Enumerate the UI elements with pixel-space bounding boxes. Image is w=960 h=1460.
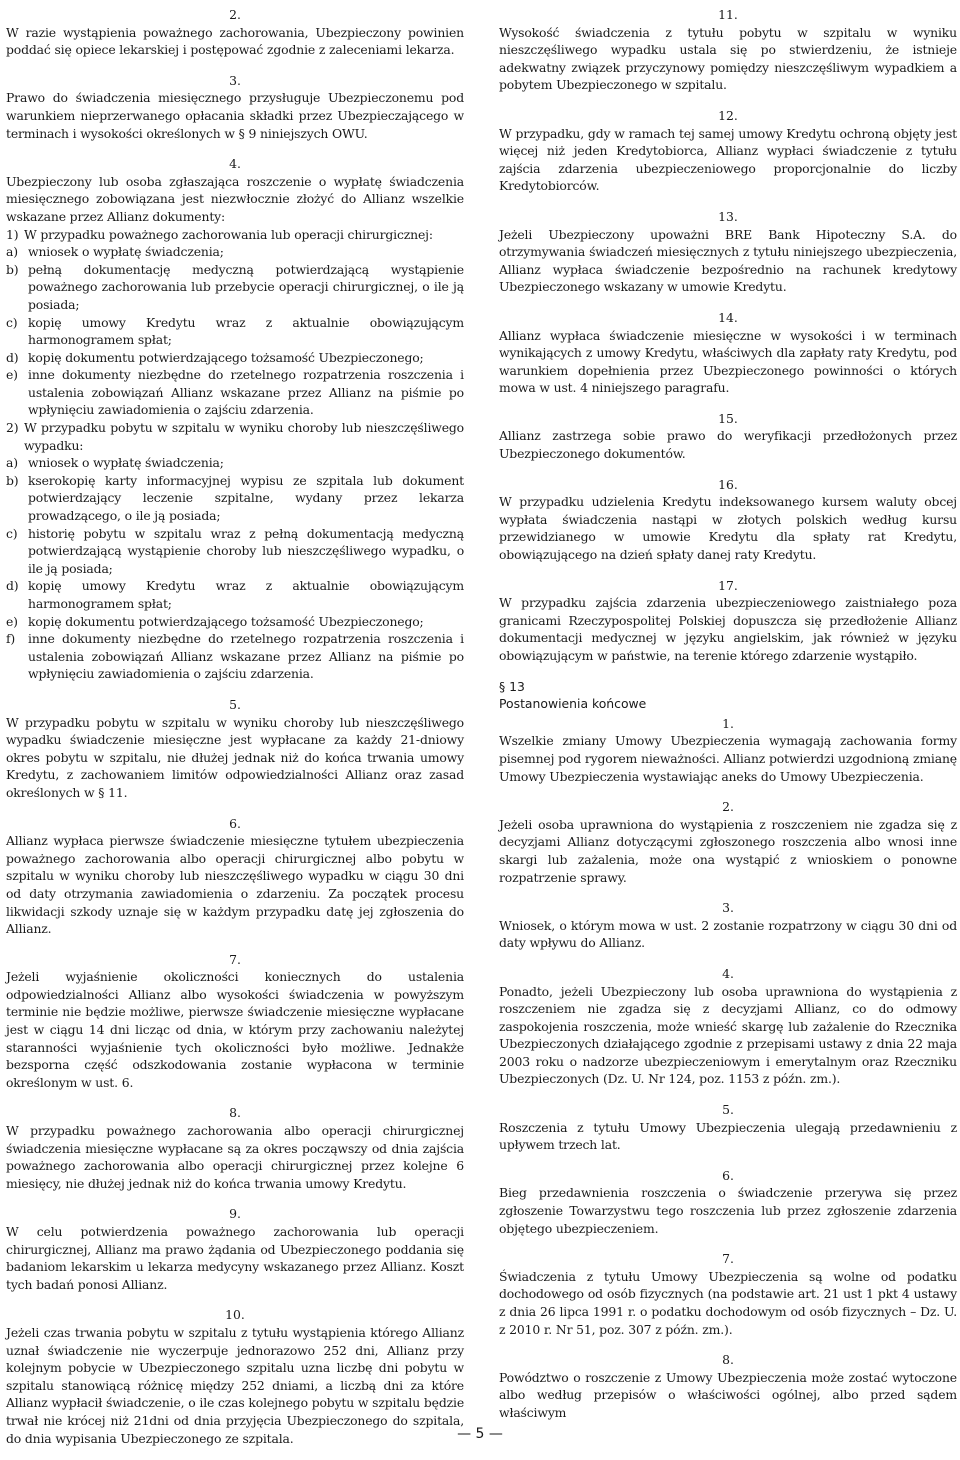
page-number: — 5 — bbox=[457, 1426, 503, 1442]
section-text: W razie wystąpienia poważnego zachorowania, Ubezpieczony powinien poddać się opiece lekarskiej i postępować zgodnie z zaleceniami lekarza. bbox=[6, 24, 464, 58]
section-number: 5. bbox=[722, 1102, 734, 1118]
section-text: Jeżeli czas trwania pobytu w szpitalu z tytułu wystąpienia którego Allianz uznał świadczenie nie wyczerpuje jednorazowo 252 dni, Allianz przy kolejnym pobycie w Ubezpieczonego szpitalu uzna liczbę dni pobytu w szpitalu stanowiącą różnicę między 252 dniami, a liczbą dni za które Allianz wypłacił świadczenie, o ile czas kolejnego pobytu w szpitalu będzie trwał nie krócej niż 21dni od dnia przyjęcia Ubezpieczonego do szpitala, do dnia wypisania Ubezpieczonego ze szpitala. bbox=[6, 1324, 464, 1446]
section-number: 7. bbox=[229, 951, 241, 967]
section-15 bbox=[499, 410, 957, 463]
final-provision-4 bbox=[499, 965, 957, 1088]
sub-list-item bbox=[6, 577, 464, 612]
list-marker: a) bbox=[6, 455, 18, 471]
section-number: 17. bbox=[718, 577, 738, 593]
section-12 bbox=[499, 107, 957, 195]
section-text: Ponadto, jeżeli Ubezpieczony lub osoba uprawniona do wystąpienia z roszczeniem nie zgadza się z decyzjami Allianz, co do odmowy zaspokojenia roszczenia, może wnieść skargę lub zażalenie do Rzecznika Ubezpieczonych działającego zgodnie z przepisami ustawy z dnia 22 maja 2003 roku o nadzorze ubezpieczeniowym i emerytalnym oraz Rzeczniku Ubezpieczonych (Dz. U. Nr 124, poz. 1153 z późn. zm.). bbox=[499, 983, 957, 1087]
paragraph-title: § 13 bbox=[499, 678, 525, 694]
list-item bbox=[6, 226, 464, 244]
section-number: 4. bbox=[229, 156, 241, 172]
section-9 bbox=[6, 1205, 464, 1293]
section-text: Allianz wypłaca świadczenie miesięczne w wysokości i w terminach wynikających z umowy Kredytu, właściwych dla zapłaty raty Kredytu, pod warunkiem dopełnienia przez Ubezpieczonego powinności o których mowa w ust. 4 niniejszego paragrafu. bbox=[499, 327, 957, 396]
sub-list-item bbox=[6, 613, 464, 631]
list-text: kopię umowy Kredytu wraz z aktualnie obowiązującym harmonogramem spłat; bbox=[28, 578, 464, 611]
section-number: 5. bbox=[229, 696, 241, 712]
section-number: 13. bbox=[718, 208, 738, 224]
section-number: 14. bbox=[718, 309, 738, 325]
sub-list-item bbox=[6, 261, 464, 314]
paragraph-subtitle: Postanowienia końcowe bbox=[499, 696, 647, 712]
section-text: Roszczenia z tytułu Umowy Ubezpieczenia ulegają przedawnieniu z upływem trzech lat. bbox=[499, 1119, 957, 1153]
section-7 bbox=[6, 951, 464, 1092]
section-text: W przypadku udzielenia Kredytu indeksowanego kursem waluty obcej wypłata świadczenia nastąpi w złotych polskich według kursu przewidzianego w umowie Kredytu dla spłaty rat Kredytu, obowiązującego na dzień spłaty danej raty Kredytu. bbox=[499, 494, 957, 563]
section-4 bbox=[6, 155, 464, 683]
section-number: 12. bbox=[718, 107, 738, 123]
list-marker: b) bbox=[6, 261, 19, 277]
list-marker: f) bbox=[6, 631, 16, 647]
list-text: kopię dokumentu potwierdzającego tożsamość Ubezpieczonego; bbox=[28, 613, 424, 629]
paragraph-heading bbox=[499, 678, 957, 713]
section-text: Bieg przedawnienia roszczenia o świadczenie przerywa się przez zgłoszenie Towarzystwu tego roszczenia lub przez zgłoszenie zdarzenia objętego ubezpieczeniem. bbox=[499, 1185, 957, 1236]
section-number: 2. bbox=[722, 799, 734, 815]
list-text: kopię dokumentu potwierdzającego tożsamość Ubezpieczonego; bbox=[28, 349, 424, 365]
section-text: Wniosek, o którym mowa w ust. 2 zostanie rozpatrzony w ciągu 30 dni od daty wpływu do Allianz. bbox=[499, 917, 957, 951]
final-provision-5 bbox=[499, 1101, 957, 1154]
list-marker: 2) bbox=[6, 420, 19, 436]
section-14 bbox=[499, 309, 957, 397]
section-text: Jeżeli Ubezpieczony upoważni BRE Bank Hipoteczny S.A. do otrzymywania świadczeń miesięcznych z tytułu niniejszego ubezpieczenia, Allianz wypłaca świadczenie bezpośrednio na rachunek kredytowy Ubezpieczonego wskazany w umowie Kredytu. bbox=[499, 226, 957, 295]
sub-list-item bbox=[6, 630, 464, 683]
section-text: W przypadku poważnego zachorowania albo operacji chirurgicznej świadczenia miesięczne wypłacane są za okres począwszy od dnia zajścia poważnego zachorowania albo operacji chirurgicznej przez kolejne 6 miesięcy, nie dłużej jednak niż do końca trwania umowy Kredytu. bbox=[6, 1123, 464, 1191]
sub-list-item bbox=[6, 472, 464, 525]
list-marker: b) bbox=[6, 472, 19, 488]
list-text: W przypadku poważnego zachorowania lub operacji chirurgicznej: bbox=[24, 226, 433, 242]
sub-list-item bbox=[6, 349, 464, 367]
list-marker: c) bbox=[6, 314, 18, 330]
section-13 bbox=[499, 208, 957, 296]
section-text: Allianz zastrzega sobie prawo do weryfikacji przedłożonych przez Ubezpieczonego dokumentów. bbox=[499, 428, 957, 462]
section-number: 16. bbox=[718, 476, 738, 492]
list-text: pełną dokumentację medyczną potwierdzającą wystąpienie poważnego zachorowania lub przebycie operacji chirurgicznej, o ile ją posiada; bbox=[28, 261, 464, 312]
sub-list-item bbox=[6, 454, 464, 472]
list-text: wniosek o wypłatę świadczenia; bbox=[28, 455, 224, 471]
section-text: Wysokość świadczenia z tytułu pobytu w szpitalu w wyniku nieszczęśliwego wypadku ustala się po stwierdzeniu, że istnieje adekwatny związek przyczynowy pomiędzy nieszczęśliwym wypadkiem a pobytem Ubezpieczonego w szpitalu. bbox=[499, 24, 957, 93]
section-number: 4. bbox=[722, 965, 734, 981]
section-number: 6. bbox=[229, 815, 241, 831]
final-provision-8 bbox=[499, 1351, 957, 1421]
section-number: 6. bbox=[722, 1167, 734, 1183]
section-text: Wszelkie zmiany Umowy Ubezpieczenia wymagają zachowania formy pisemnej pod rygorem nieważności. Allianz potwierdzi uzgodnioną zmianę Umowy Ubezpieczenia wystawiając aneks do Umowy Ubezpieczenia. bbox=[499, 733, 957, 784]
section-number: 3. bbox=[229, 72, 241, 88]
list-marker: e) bbox=[6, 367, 18, 383]
section-number: 9. bbox=[229, 1206, 241, 1222]
section-11 bbox=[499, 6, 957, 94]
final-provision-6 bbox=[499, 1167, 957, 1237]
section-number: 15. bbox=[718, 410, 738, 426]
list-marker: d) bbox=[6, 349, 19, 365]
sub-list-item bbox=[6, 314, 464, 349]
list-marker: e) bbox=[6, 613, 18, 629]
section-text: Jeżeli wyjaśnienie okoliczności koniecznych do ustalenia odpowiedzialności Allianz albo wysokości świadczenia w powyższym terminie nie będzie możliwe, pierwsze świadczenie miesięczne wypłacane jest w ciągu 14 dni licząc od dnia, w którym przy zachowaniu należytej staranności wyjaśnienie tych okoliczności było możliwe. Jednakże bezsporna część odszkodowania zostanie wypłacona w terminie określonym w ust. 6. bbox=[6, 969, 464, 1090]
section-number: 1. bbox=[722, 715, 734, 731]
section-text: W celu potwierdzenia poważnego zachorowania lub operacji chirurgicznej, Allianz ma prawo żądania od Ubezpieczonego poddania się badaniom lekarskim u lekarza medycyny wskazanego przez Allianz. Koszt tych badań ponosi Allianz. bbox=[6, 1224, 464, 1292]
section-text: Allianz wypłaca pierwsze świadczenie miesięczne tytułem ubezpieczenia poważnego zachorowania albo operacji chirurgicznej albo pobytu w szpitalu w wyniku choroby lub nieszczęśliwego wypadku w ciągu 30 dni od daty otrzymania zawiadomienia o zdarzeniu. Za początek procesu likwidacji szkody uznaje się w każdym przypadku datę jej zgłoszenia do Allianz. bbox=[6, 833, 464, 937]
section-intro: Ubezpieczony lub osoba zgłaszająca roszczenie o wypłatę świadczenia miesięcznego zobowiązana jest niezwłocznie złożyć do Allianz wszelkie wskazane przez Allianz dokumenty: bbox=[6, 173, 464, 224]
final-provision-3 bbox=[499, 899, 957, 952]
right-column bbox=[499, 6, 957, 1435]
list-text: kserokopię karty informacyjnej wypisu ze szpitala lub dokument potwierdzający leczenie szpitalne, wydany przez lekarza prowadzącego, o ile ją posiada; bbox=[28, 472, 464, 524]
list-text: inne dokumenty niezbędne do rzetelnego rozpatrzenia roszczenia i ustalenia zobowiązań Allianz wskazane przez Allianz na piśmie po wpłynięciu zawiadomienia o zajściu zdarzenia. bbox=[28, 367, 464, 418]
left-column bbox=[6, 6, 464, 1460]
final-provision-7 bbox=[499, 1250, 957, 1338]
list-text: kopię umowy Kredytu wraz z aktualnie obowiązującym harmonogramem spłat; bbox=[28, 314, 464, 348]
sub-list-item bbox=[6, 525, 464, 578]
list-marker: c) bbox=[6, 525, 18, 541]
section-number: 2. bbox=[229, 7, 241, 22]
section-text: W przypadku, gdy w ramach tej samej umowy Kredytu ochroną objęty jest więcej niż jeden Kredytobiorca, Allianz wypłaci świadczenie z tytułu zajścia zdarzenia ubezpieczeniowego proporcjonalnie do liczby Kredytobiorców. bbox=[499, 125, 957, 194]
section-3 bbox=[6, 72, 464, 142]
list-text: W przypadku pobytu w szpitalu w wyniku choroby lub nieszczęśliwego wypadku: bbox=[24, 420, 464, 453]
section-text: Jeżeli osoba uprawniona do wystąpienia z roszczeniem nie zgadza się z decyzjami Allianz dotyczącymi zgłoszonego roszczenia albo wnosi inne skargi lub zażalenia, może ona wystąpić z wnioskiem o ponowne rozpatrzenie sprawy. bbox=[499, 816, 957, 885]
section-5 bbox=[6, 696, 464, 802]
section-number: 11. bbox=[718, 7, 738, 22]
section-16 bbox=[499, 476, 957, 564]
section-2 bbox=[6, 6, 464, 59]
list-item bbox=[6, 419, 464, 454]
section-text: Powództwo o roszczenie z Umowy Ubezpieczenia może zostać wytoczone albo według przepisów o właściwości ogólnej, albo przed sądem właściwym bbox=[499, 1369, 957, 1420]
list-marker: 1) bbox=[6, 226, 19, 242]
list-text: inne dokumenty niezbędne do rzetelnego rozpatrzenia roszczenia i ustalenia zobowiązań Allianz wskazane przez Allianz na piśmie po wpłynięciu zawiadomienia o zajściu zdarzenia. bbox=[28, 631, 464, 682]
section-6 bbox=[6, 815, 464, 938]
list-marker: d) bbox=[6, 578, 19, 594]
list-marker: a) bbox=[6, 244, 18, 260]
section-number: 8. bbox=[722, 1352, 734, 1368]
section-17 bbox=[499, 577, 957, 665]
final-provision-2 bbox=[499, 798, 957, 886]
section-text: W przypadku zajścia zdarzenia ubezpieczeniowego zaistniałego poza granicami Rzeczypospolitej Polskiej dopuszcza się przedłożenie Allianz dokumentacji medycznej w języku angielskim, jak również w języku obowiązującym w państwie, na terenie którego zdarzenie wystąpiło. bbox=[499, 595, 957, 663]
list-text: historię pobytu w szpitalu wraz z pełną dokumentacją medyczną potwierdzającą wystąpienie choroby lub nieszczęśliwego wypadku, o ile ją posiada; bbox=[28, 525, 464, 576]
section-text: Świadczenia z tytułu Umowy Ubezpieczenia są wolne od podatku dochodowego od osób fizycznych (na podstawie art. 21 ust 1 pkt 4 ustawy z dnia 26 lipca 1991 r. o podatku dochodowym od osób fizycznych – Dz. U. z 2010 r. Nr 51, poz. 307 z późn. zm.). bbox=[499, 1268, 957, 1337]
sub-list-item bbox=[6, 243, 464, 261]
sub-list-item bbox=[6, 366, 464, 419]
section-number: 8. bbox=[229, 1105, 241, 1121]
section-number: 3. bbox=[722, 900, 734, 916]
section-number: 7. bbox=[722, 1251, 734, 1267]
section-number: 10. bbox=[225, 1307, 245, 1323]
final-provision-1 bbox=[499, 715, 957, 785]
list-text: wniosek o wypłatę świadczenia; bbox=[28, 244, 224, 260]
section-8 bbox=[6, 1104, 464, 1192]
section-text: W przypadku pobytu w szpitalu w wyniku choroby lub nieszczęśliwego wypadku świadczenie miesięczne jest wypłacane za każdy 21-dniowy okres pobytu w szpitalu, nie dłużej jednak niż do końca trwania umowy Kredytu, z zachowaniem limitów odpowiedzialności Allianz oraz zasad określonych w § 11. bbox=[6, 714, 464, 800]
section-text: Prawo do świadczenia miesięcznego przysługuje Ubezpieczonemu pod warunkiem nieprzerwanego opłacania składki przez Ubezpieczającego w terminach i wysokości określonych w § 9 niniejszych OWU. bbox=[6, 90, 464, 141]
